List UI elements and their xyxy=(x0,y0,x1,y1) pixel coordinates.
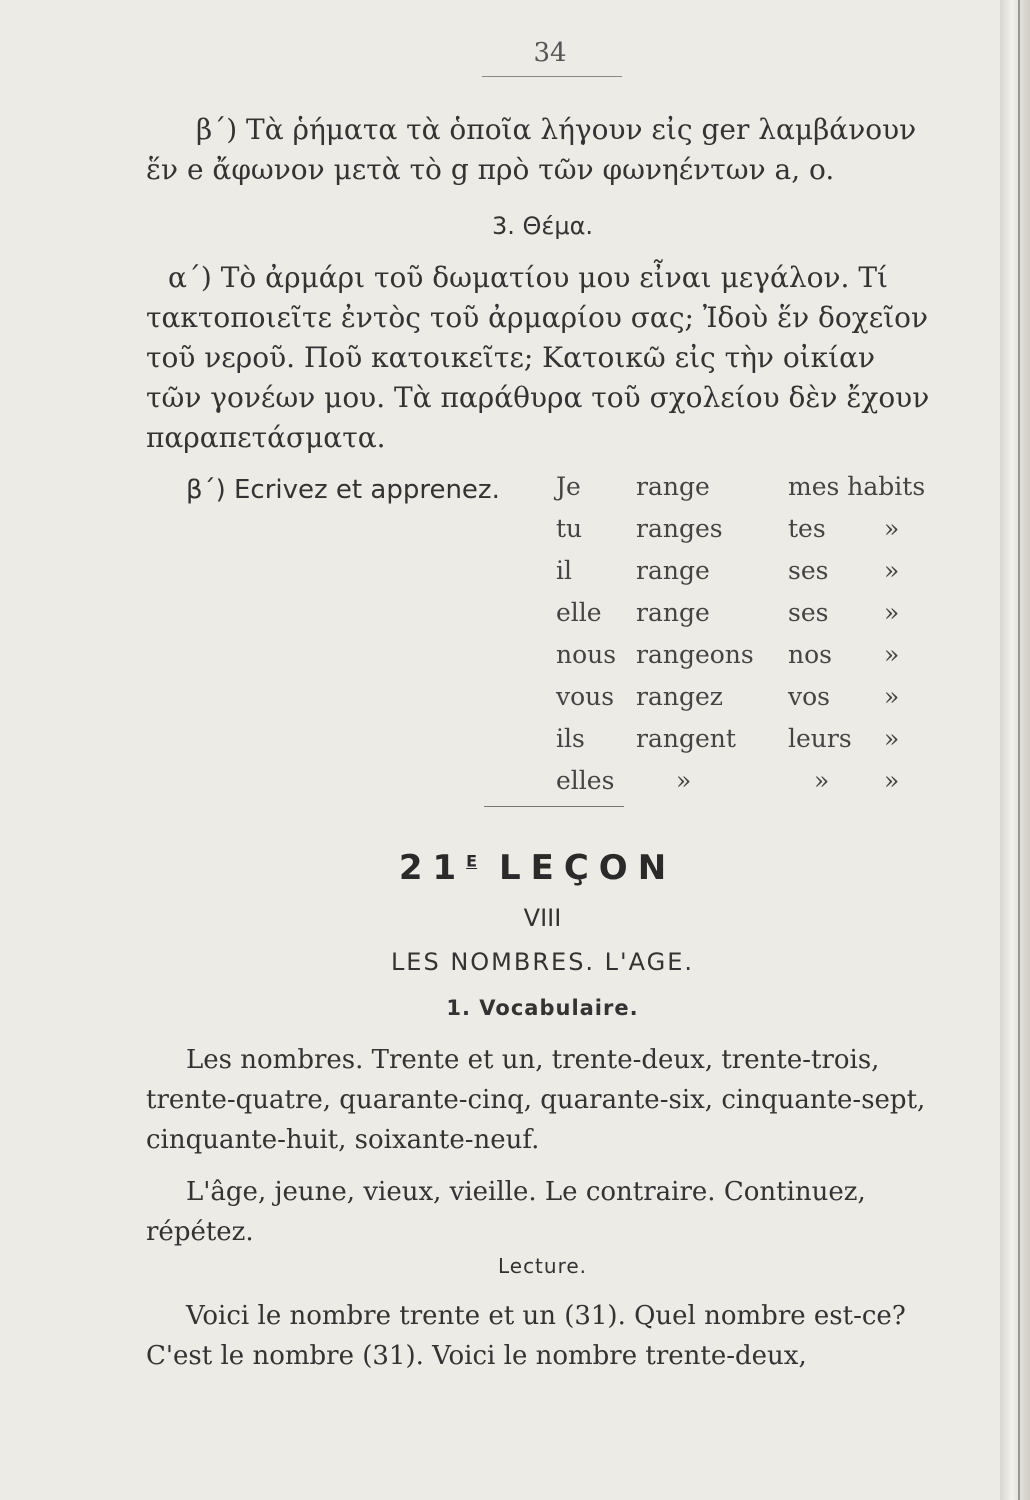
verb: » xyxy=(676,766,692,795)
ditto-mark: » xyxy=(884,766,900,795)
page-number: 34 xyxy=(533,38,567,68)
verb: range xyxy=(636,556,710,585)
possessive: leurs xyxy=(788,724,852,753)
lesson-title xyxy=(0,848,1030,888)
possessive: » xyxy=(814,766,830,795)
vocabulary-paragraph-2: L'âge, jeune, vieux, vieille. Le contraire. Continuez, répétez. xyxy=(146,1177,866,1247)
rule-b-paragraph: β΄) Τὰ ῥήματα τὰ ὁποῖα λήγουν εἰς ger λαμβάνουν ἕν e ἄφωνον μετὰ τὸ g πρὸ τῶν φωνηέντων a, o. xyxy=(146,113,917,186)
pronoun: elles xyxy=(556,766,615,795)
lesson-number-suffix: E xyxy=(466,851,478,871)
possessive: mes habits xyxy=(788,472,926,501)
lesson-subtitle: LES NOMBRES. L'AGE. xyxy=(390,948,695,976)
vocabulary-heading: 1. Vocabulaire. xyxy=(446,996,639,1020)
pronoun: nous xyxy=(556,640,617,669)
ditto-mark: » xyxy=(884,556,900,585)
theme-a-paragraph: α΄) Τὸ ἀρμάρι τοῦ δωματίου μου εἶναι μεγάλον. Τί τακτοποιεῖτε ἐντὸς τοῦ ἀρμαρίου σας; Ἰδοὺ ἕν δοχεῖον τοῦ νεροῦ. Ποῦ κατοικεῖτε; Κατοικῶ εἰς τὴν οἰκίαν τῶν γονέων μου. Τὰ παράθυρα τοῦ σχολείου δὲν ἔχουν παραπετάσματα. xyxy=(146,261,930,454)
section-divider xyxy=(484,806,624,807)
lesson-word: LEÇON xyxy=(498,848,677,888)
ditto-mark: » xyxy=(884,682,900,711)
lesson-number: 21 xyxy=(398,848,467,888)
pronoun: Je xyxy=(556,472,581,501)
ditto-mark: » xyxy=(884,724,900,753)
verb: rangez xyxy=(636,682,723,711)
possessive: ses xyxy=(788,598,829,627)
possessive: ses xyxy=(788,556,829,585)
verb: range xyxy=(636,598,710,627)
ditto-mark: » xyxy=(884,598,900,627)
verb: rangent xyxy=(636,724,736,753)
top-rule xyxy=(482,76,622,77)
pronoun: vous xyxy=(556,682,615,711)
page-edge xyxy=(1000,0,1030,1500)
pronoun: elle xyxy=(556,598,602,627)
ditto-mark: » xyxy=(884,514,900,543)
vocabulary-paragraph-1: Les nombres. Trente et un, trente-deux, trente-trois, trente-quatre, quarante-cinq, quarante-six, cinquante-sept, cinquante-huit, soixante-neuf. xyxy=(146,1045,926,1155)
possessive: vos xyxy=(788,682,831,711)
ditto-mark: » xyxy=(884,640,900,669)
possessive: nos xyxy=(788,640,832,669)
section3-heading: 3. Θέμα. xyxy=(491,212,594,240)
lecture-paragraph-1: Voici le nombre trente et un (31). Quel nombre est-ce? C'est le nombre (31). Voici le nombre trente-deux, xyxy=(146,1301,906,1371)
verb: rangeons xyxy=(636,640,754,669)
pronoun: il xyxy=(556,556,572,585)
possessive: tes xyxy=(788,514,826,543)
verb: range xyxy=(636,472,710,501)
pronoun: ils xyxy=(556,724,585,753)
lesson-roman-numeral: VIII xyxy=(523,904,562,932)
pronoun: tu xyxy=(556,514,583,543)
verb: ranges xyxy=(636,514,723,543)
page-edge-line xyxy=(1018,0,1020,1500)
theme-b-label: β΄) Ecrivez et apprenez. xyxy=(186,475,500,505)
lecture-heading: Lecture. xyxy=(497,1254,588,1278)
